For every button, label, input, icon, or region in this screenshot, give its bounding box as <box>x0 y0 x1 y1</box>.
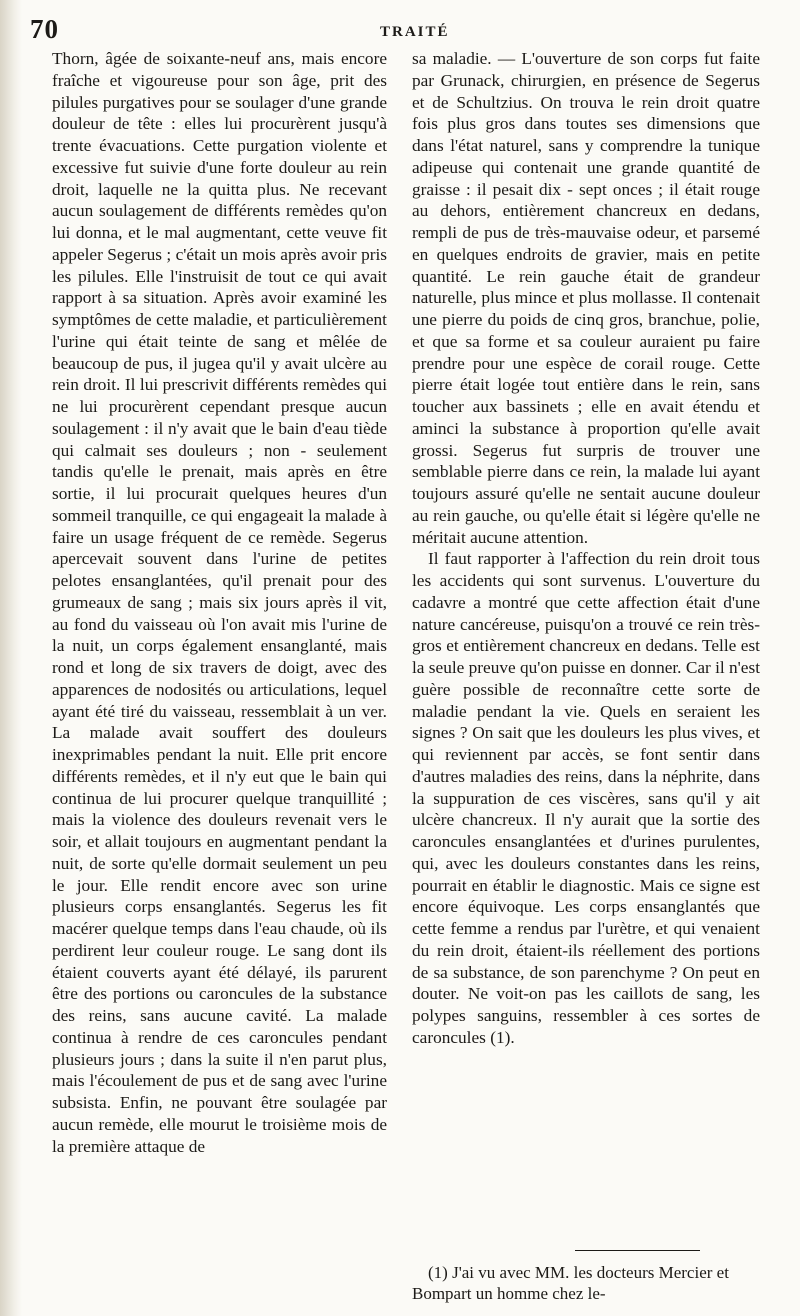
text-column-left <box>52 48 387 1157</box>
paragraph: Thorn, âgée de soixante-neuf ans, mais encore fraîche et vigoureuse pour son âge, prit des pilules purgatives pour se soulager d'une grande douleur de tête : elles lui procurèrent jusqu'à trente évacuations. Cette purgation violente et excessive fut suivie d'une forte douleur au rein droit, laquelle ne la quitta plus. Ne recevant aucun soulagement de différents remèdes qu'on lui donna, et le mal augmentant, cette veuve fit appeler Segerus ; c'était un mois après avoir pris les pilules. Elle l'instruisit de tout ce qui avait rapport à sa situation. Après avoir examiné les symptômes de cette maladie, et particulièrement l'urine qui était teinte de sang et mêlée de beaucoup de pus, il jugea qu'il y avait ulcère au rein droit. Il lui prescrivit différents remèdes qui ne lui procurèrent cependant presque aucun soulagement : il n'y avait que le bain d'eau tiède qui calmait ses douleurs ; non - seulement tandis qu'elle le prenait, mais après en être sortie, il lui procurait quelques heures d'un sommeil tranquille, ce qui engageait la malade à faire un usage fréquent de ce remède. Segerus apercevait souvent dans l'urine de petites pelotes ensanglantées, qu'il prenait pour des grumeaux de sang ; mais six jours après il vit, au fond du vaisseau où l'on avait mis l'urine de la nuit, un corps également ensanglanté, mais rond et long de six travers de doigt, avec des apparences de nodosités ou articulations, lequel ayant été tiré du vaisseau, ressemblait à un ver. La malade avait souffert des douleurs inexprimables pendant la nuit. Elle prit encore différents remèdes, et il n'y eut que le bain qui continua de lui procurer quelque tranquillité ; mais la violence des douleurs revenait vers le soir, et allait toujours en augmentant pendant la nuit, de sorte qu'elle dormait seulement un peu le jour. Elle rendit encore avec son urine plusieurs corps ensanglantés. Segerus les fit macérer quelque temps dans l'eau chaude, où ils perdirent leur couleur rouge. Le sang dont ils étaient couverts ayant été délayé, ils parurent être des portions ou caroncules de la substance des reins, sans aucune cavité. La malade continua à rendre de ces caroncules pendant plusieurs jours ; dans la suite il n'en parut plus, mais l'écoulement de pus et de sang avec l'urine subsista. Enfin, ne pouvant être soulagée par aucun remède, elle mourut le troisième mois de la première attaque de <box>52 49 387 1156</box>
footnote-separator <box>575 1250 700 1251</box>
running-title: TRAITÉ <box>380 24 450 40</box>
paragraph: sa maladie. — L'ouverture de son corps fut faite par Grunack, chirurgien, en présence de Segerus et de Schultzius. On trouva le rein droit quatre fois plus gros dans toutes ses dimensions que dans l'état naturel, sans y comprendre la tunique adipeuse qui contenait une grande quantité de graisse : il pesait dix - sept onces ; il était rouge au dehors, entièrement chancreux en dedans, rempli de pus de très-mauvaise odeur, et parsemé en quelques endroits de gravier, mais en petite quantité. Le rein gauche était de grandeur naturelle, plus mince et plus mollasse. Il contenait une pierre du poids de cinq gros, branchue, polie, et que sa forme et sa couleur auraient pu faire prendre pour une espèce de corail rouge. Cette pierre était logée tout entière dans le rein, sans toucher aux bassinets ; elle en avait étendu et aminci la substance à proportion qu'elle avait grossi. Segerus fut surpris de trouver une semblable pierre dans ce rein, la malade lui ayant toujours assuré qu'elle ne sentait aucune douleur au rein gauche, ou qu'elle était si légère qu'elle ne méritait aucune attention. <box>412 49 760 547</box>
paragraph: Il faut rapporter à l'affection du rein droit tous les accidents qui sont survenus. L'ouverture du cadavre a montré que cette affection était d'une nature cancéreuse, puisqu'on a trouvé ce rein très-gros et entièrement chancreux en dedans. Telle est la seule preuve qu'on puisse en donner. Car il n'est guère possible de reconnaître cette sorte de maladie pendant la vie. Quels en seraient les signes ? On sait que les douleurs les plus vives, et qui reviennent par accès, se font sentir dans d'autres maladies des reins, dans la néphrite, dans la suppuration de ces viscères, sans qu'il y ait ulcère chancreux. Il n'y aurait que la sortie des caroncules ensanglantées et d'urines purulentes, qui, avec les douleurs constantes dans les reins, pourrait en établir le diagnostic. Mais ce signe est encore équivoque. Les corps ensanglantés que cette femme a rendus par l'urètre, et qui venaient du rein droit, étaient-ils réellement des portions de sa substance, de son parenchyme ? On peut en douter. Ne voit-on pas les caillots de sang, les polypes sanguins, ressembler à ces sortes de caroncules (1). <box>412 549 760 1047</box>
footnote: (1) J'ai vu avec MM. les docteurs Mercier et Bompart un homme chez le- <box>412 1263 729 1303</box>
page-number: 70 <box>30 14 59 44</box>
binding-gutter <box>0 0 22 1316</box>
text-column-right <box>412 48 760 1049</box>
